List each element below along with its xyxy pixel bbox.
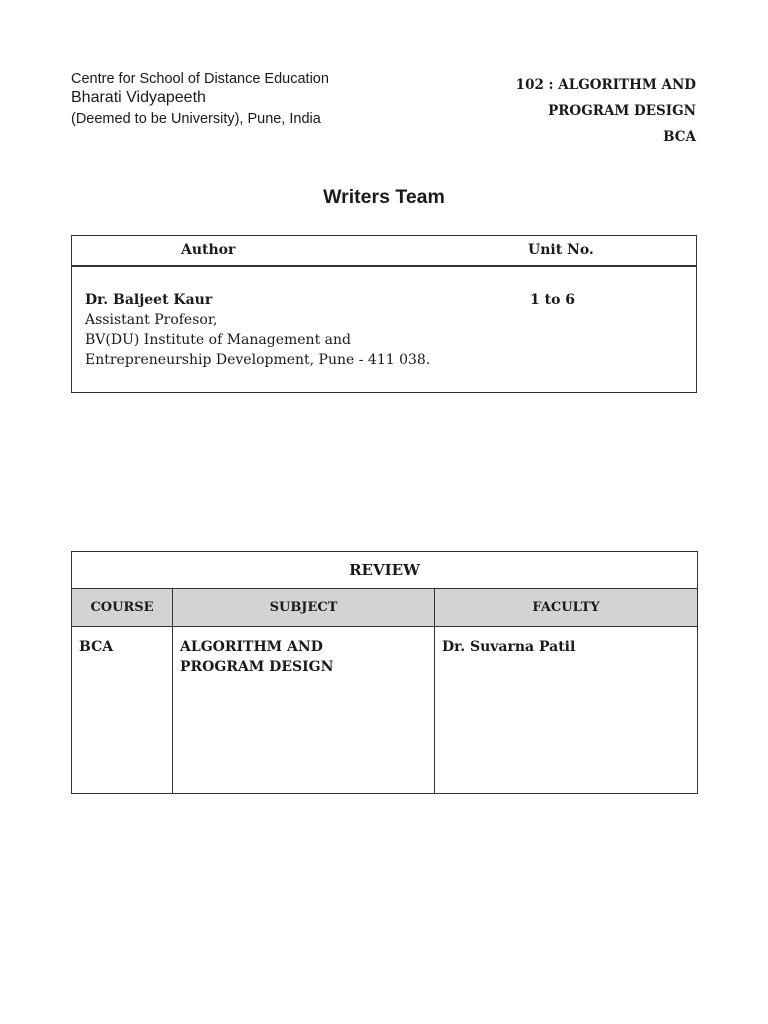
author-designation: Assistant Profesor, [85,312,218,328]
writers-table [71,235,697,393]
author-details [85,290,505,370]
author-units: 1 to 6 [530,292,576,308]
review-subject-line2: PROGRAM DESIGN [180,659,334,675]
review-subject [173,627,434,677]
review-faculty-cell [435,627,698,794]
course-info-block [436,72,696,150]
author-name: Dr. Baljeet Kaur [85,292,213,308]
author-column-header: Author [181,242,236,258]
course-code-title: 102 : ALGORITHM AND [515,77,696,93]
institution-block [71,70,411,130]
institution-line-location: (Deemed to be University), Pune, India [71,111,321,127]
review-subject-cell [173,627,435,794]
review-subject-line1: ALGORITHM AND [180,639,323,655]
unit-column-header: Unit No. [528,242,594,258]
writers-table-header [72,236,696,267]
course-column-header: COURSE [72,589,173,627]
author-affiliation-line2: Entrepreneurship Development, Pune - 411 038. [85,352,431,368]
faculty-column-header: FACULTY [435,589,698,627]
review-header-row [72,589,698,627]
review-title: REVIEW [72,552,698,589]
review-course-cell [72,627,173,794]
course-title-cont: PROGRAM DESIGN [548,103,696,119]
review-data-row [72,627,698,794]
writers-team-heading: Writers Team [323,186,445,208]
course-program: BCA [663,129,696,145]
review-course: BCA [79,639,114,655]
author-affiliation-line1: BV(DU) Institute of Management and [85,332,351,348]
review-table [71,551,698,794]
subject-column-header: SUBJECT [173,589,435,627]
review-faculty: Dr. Suvarna Patil [442,639,576,655]
review-title-row [72,552,698,589]
institution-line-name: Bharati Vidyapeeth [71,89,206,106]
institution-line-centre: Centre for School of Distance Education [71,71,329,87]
